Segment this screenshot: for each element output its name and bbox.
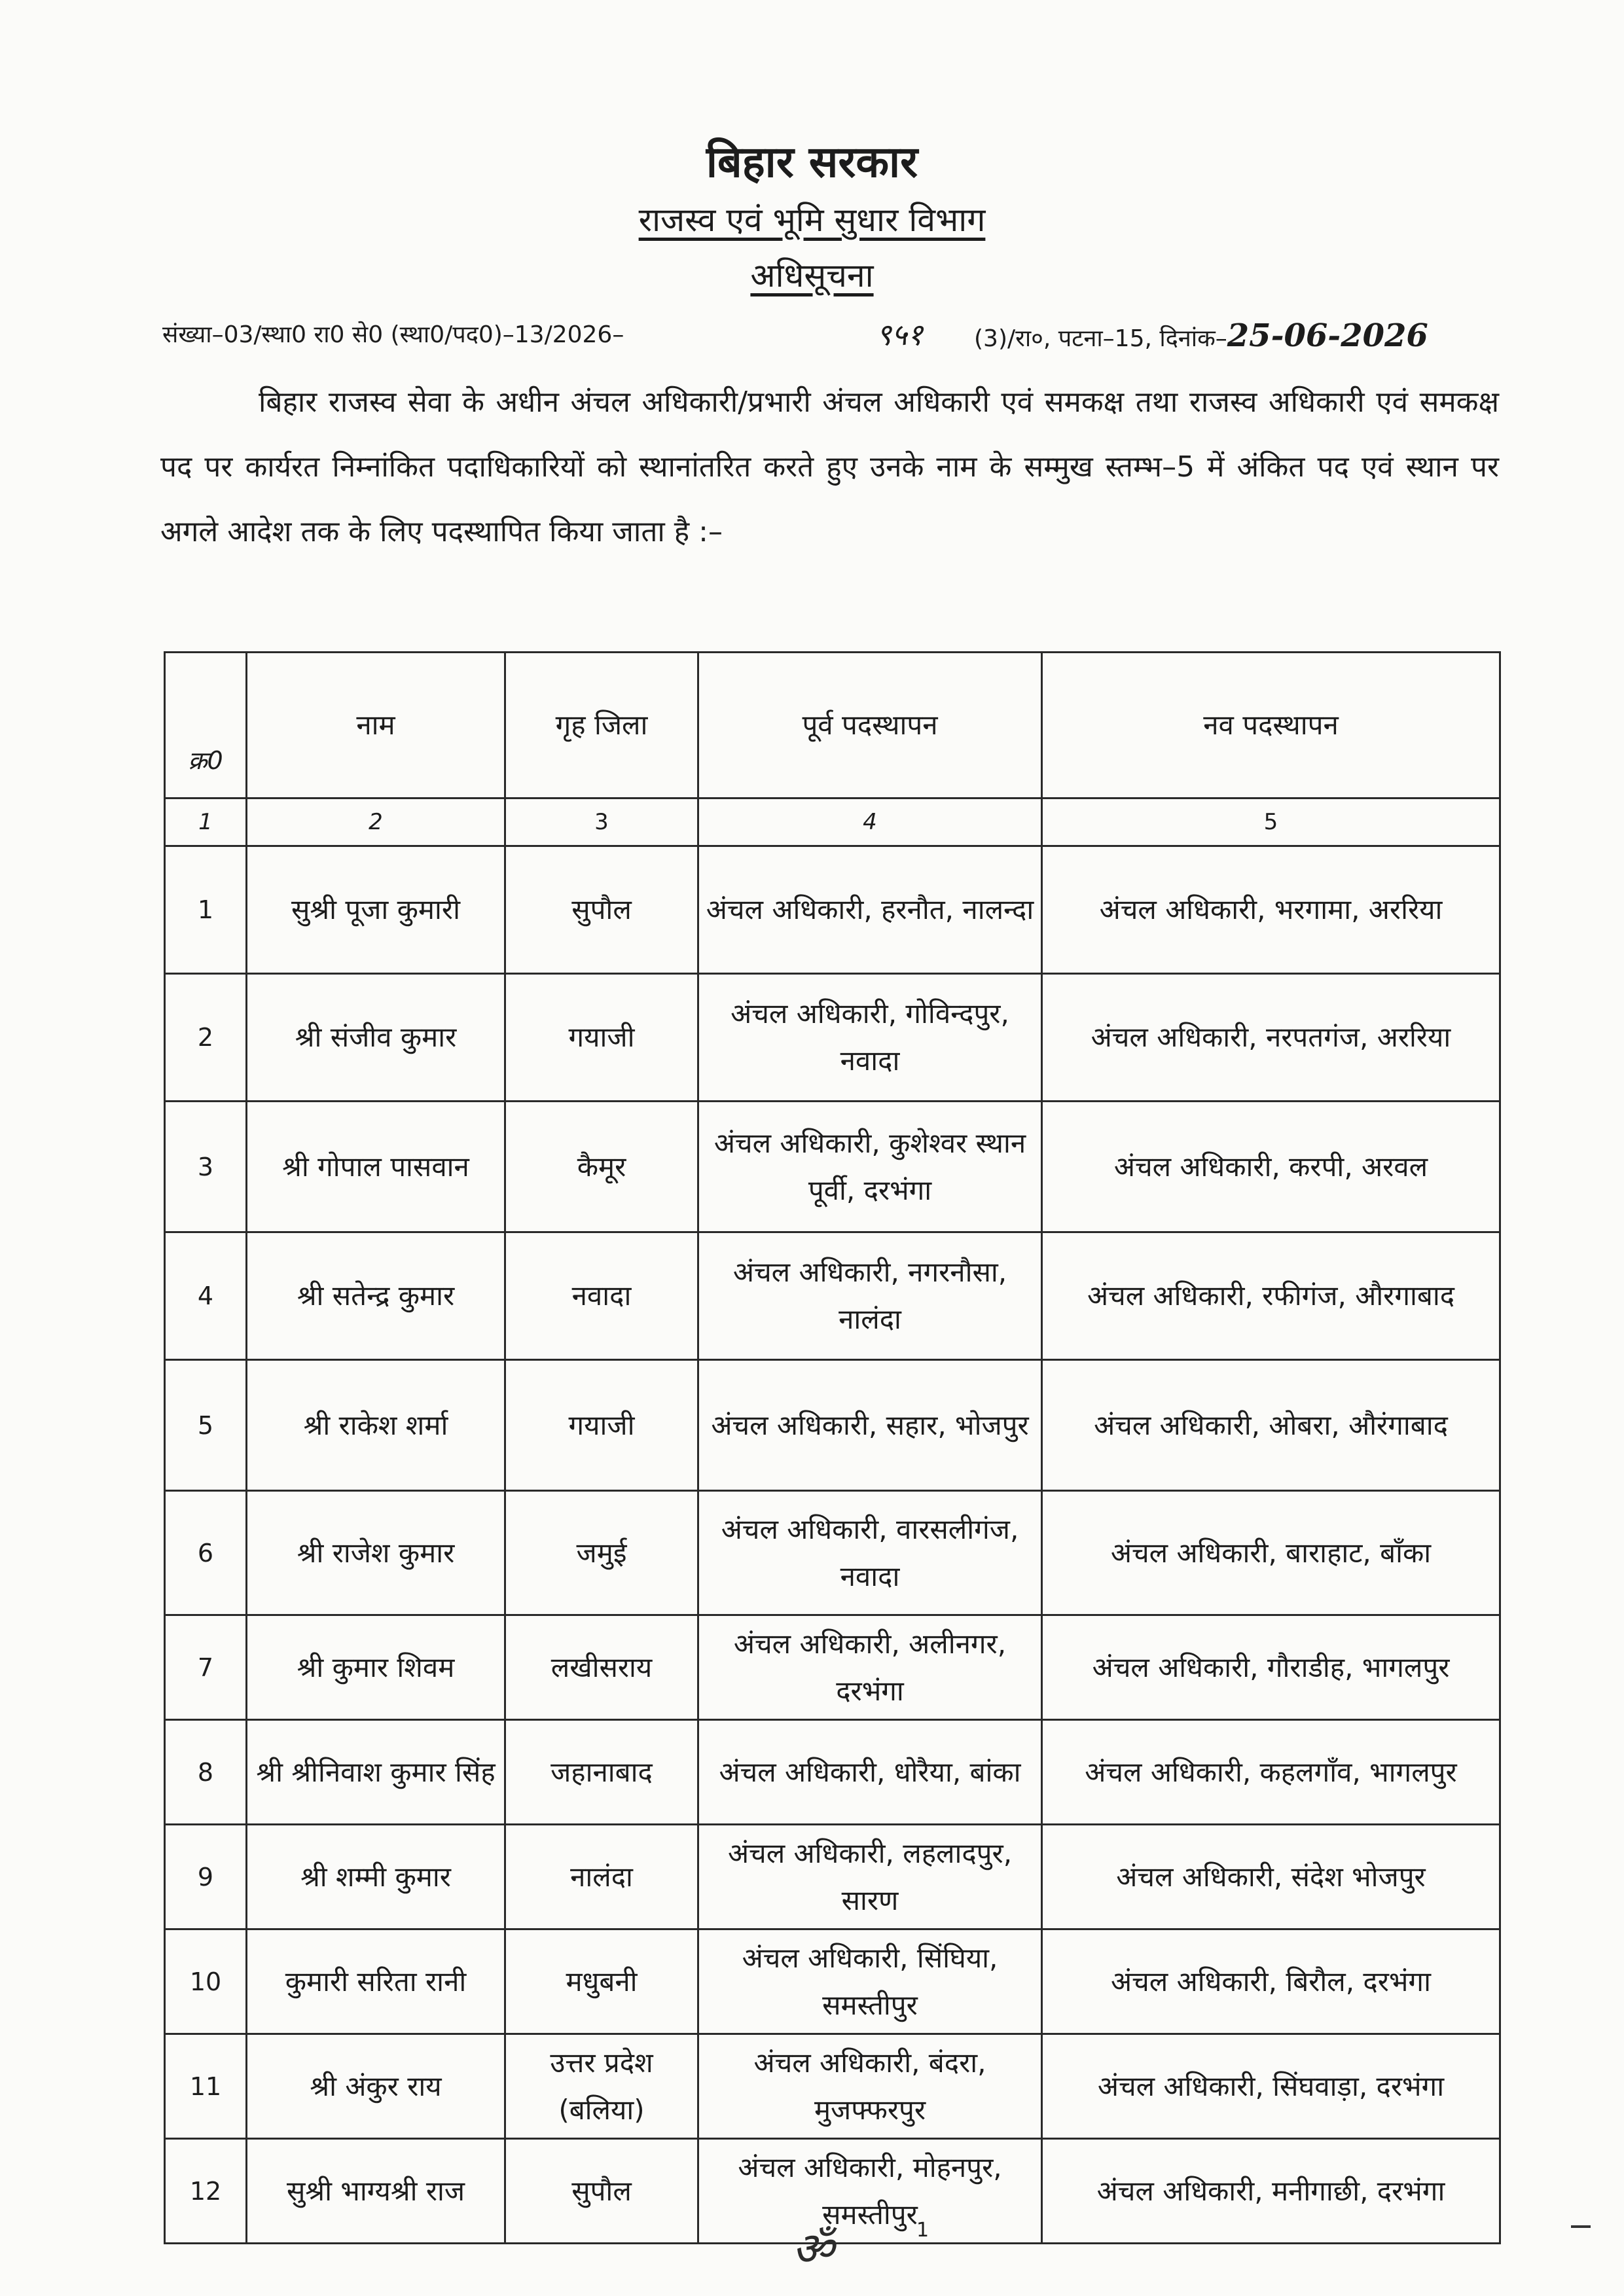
reference-line [162, 317, 1504, 354]
row-new-posting: अंचल अधिकारी, सिंघवाड़ा, दरभंगा [1042, 2034, 1500, 2139]
table-row [165, 974, 1500, 1102]
row-home-district: गयाजी [505, 1360, 698, 1491]
row-serial: 6 [165, 1491, 247, 1615]
row-serial: 10 [165, 1929, 247, 2034]
row-new-posting: अंचल अधिकारी, संदेश भोजपुर [1042, 1825, 1500, 1929]
row-serial: 9 [165, 1825, 247, 1929]
edge-mark [1571, 2225, 1591, 2228]
table-row [165, 2034, 1500, 2139]
row-home-district: सुपौल [505, 2139, 698, 2244]
row-previous-posting: अंचल अधिकारी, गोविन्दपुर, नवादा [698, 974, 1042, 1102]
table-row [165, 1491, 1500, 1615]
table-row [165, 846, 1500, 974]
column-number: 5 [1042, 798, 1500, 846]
notice-type: अधिसूचना [750, 257, 874, 295]
row-previous-posting: अंचल अधिकारी, लहलादपुर, सारण [698, 1825, 1042, 1929]
handwritten-number: ९५१ [876, 317, 923, 352]
column-number: 1 [165, 798, 247, 846]
row-serial: 1 [165, 846, 247, 974]
row-previous-posting: अंचल अधिकारी, अलीनगर, दरभंगा [698, 1615, 1042, 1720]
table-row [165, 1360, 1500, 1491]
row-serial: 2 [165, 974, 247, 1102]
table-row [165, 1232, 1500, 1360]
row-new-posting: अंचल अधिकारी, बाराहाट, बाँका [1042, 1491, 1500, 1615]
department-title: राजस्व एवं भूमि सुधार विभाग [638, 201, 986, 239]
header-name: नाम [247, 653, 505, 798]
row-previous-posting: अंचल अधिकारी, सिंघिया, समस्तीपुर [698, 1929, 1042, 2034]
row-new-posting: अंचल अधिकारी, रफीगंज, औरगाबाद [1042, 1232, 1500, 1360]
row-new-posting: अंचल अधिकारी, करपी, अरवल [1042, 1102, 1500, 1232]
row-name: श्री राकेश शर्मा [247, 1360, 505, 1491]
row-name: श्री शम्मी कुमार [247, 1825, 505, 1929]
row-serial: 11 [165, 2034, 247, 2139]
page-number: 1 [916, 2219, 929, 2242]
row-name: सुश्री भाग्यश्री राज [247, 2139, 505, 2244]
table-header-row [165, 653, 1500, 798]
row-serial: 8 [165, 1720, 247, 1825]
reference-suffix-group [974, 317, 1428, 354]
row-name: सुश्री पूजा कुमारी [247, 846, 505, 974]
row-serial: 12 [165, 2139, 247, 2244]
row-name: श्री राजेश कुमार [247, 1491, 505, 1615]
row-name: श्री संजीव कुमार [247, 974, 505, 1102]
row-new-posting: अंचल अधिकारी, मनीगाछी, दरभंगा [1042, 2139, 1500, 2244]
header-new-posting: नव पदस्थापन [1042, 653, 1500, 798]
row-previous-posting: अंचल अधिकारी, मोहनपुर, समस्तीपुर [698, 2139, 1042, 2244]
table-row [165, 1102, 1500, 1232]
row-serial: 7 [165, 1615, 247, 1720]
row-name: श्री गोपाल पासवान [247, 1102, 505, 1232]
row-new-posting: अंचल अधिकारी, कहलगाँव, भागलपुर [1042, 1720, 1500, 1825]
row-previous-posting: अंचल अधिकारी, हरनौत, नालन्दा [698, 846, 1042, 974]
row-previous-posting: अंचल अधिकारी, सहार, भोजपुर [698, 1360, 1042, 1491]
row-new-posting: अंचल अधिकारी, बिरौल, दरभंगा [1042, 1929, 1500, 2034]
header-serial: क्र0 [165, 653, 247, 798]
table-row [165, 1615, 1500, 1720]
row-name: श्री कुमार शिवम [247, 1615, 505, 1720]
table-row [165, 1720, 1500, 1825]
row-home-district: जमुई [505, 1491, 698, 1615]
row-name: कुमारी सरिता रानी [247, 1929, 505, 2034]
row-home-district: उत्तर प्रदेश (बलिया) [505, 2034, 698, 2139]
row-new-posting: अंचल अधिकारी, ओबरा, औरंगाबाद [1042, 1360, 1500, 1491]
body-paragraph: बिहार राजस्व सेवा के अधीन अंचल अधिकारी/प्रभारी अंचल अधिकारी एवं समकक्ष तथा राजस्व अधिकारी एवं समकक्ष पद पर कार्यरत निम्नांकित पदाधिकारियों को स्थानांतरित करते हुए उनके नाम के सम्मुख स्तम्भ–5 में अंकित पद एवं स्थान पर अगले आदेश तक के लिए पदस्थापित किया जाता है :– [160, 386, 1499, 548]
row-home-district: मधुबनी [505, 1929, 698, 2034]
row-home-district: लखीसराय [505, 1615, 698, 1720]
handwritten-date: 25-06-2026 [1227, 317, 1428, 354]
row-new-posting: अंचल अधिकारी, गौराडीह, भागलपुर [1042, 1615, 1500, 1720]
row-serial: 4 [165, 1232, 247, 1360]
table-row [165, 1825, 1500, 1929]
column-number: 4 [698, 798, 1042, 846]
column-number: 2 [247, 798, 505, 846]
row-new-posting: अंचल अधिकारी, नरपतगंज, अररिया [1042, 974, 1500, 1102]
reference-prefix: संख्या–03/स्था0 रा0 से0 (स्था0/पद0)–13/2026– [162, 321, 624, 348]
row-previous-posting: अंचल अधिकारी, कुशेश्वर स्थान पूर्वी, दरभंगा [698, 1102, 1042, 1232]
row-home-district: कैमूर [505, 1102, 698, 1232]
header-home-district: गृह जिला [505, 653, 698, 798]
row-previous-posting: अंचल अधिकारी, नगरनौसा, नालंदा [698, 1232, 1042, 1360]
table-row [165, 1929, 1500, 2034]
handwritten-initials: ॐ [792, 2222, 834, 2276]
row-previous-posting: अंचल अधिकारी, धोरैया, बांका [698, 1720, 1042, 1825]
column-number-row [165, 798, 1500, 846]
row-serial: 5 [165, 1360, 247, 1491]
row-previous-posting: अंचल अधिकारी, बंदरा, मुजफ्फरपुर [698, 2034, 1042, 2139]
row-home-district: गयाजी [505, 974, 698, 1102]
row-home-district: जहानाबाद [505, 1720, 698, 1825]
header-previous-posting: पूर्व पदस्थापन [698, 653, 1042, 798]
row-serial: 3 [165, 1102, 247, 1232]
row-name: श्री अंकुर राय [247, 2034, 505, 2139]
row-home-district: सुपौल [505, 846, 698, 974]
row-name: श्री श्रीनिवाश कुमार सिंह [247, 1720, 505, 1825]
reference-suffix: (3)/रा०, पटना–15, दिनांक– [974, 325, 1227, 352]
row-home-district: नवादा [505, 1232, 698, 1360]
government-title: बिहार सरकार [706, 137, 918, 187]
row-home-district: नालंदा [505, 1825, 698, 1929]
row-new-posting: अंचल अधिकारी, भरगामा, अररिया [1042, 846, 1500, 974]
column-number: 3 [505, 798, 698, 846]
row-previous-posting: अंचल अधिकारी, वारसलीगंज, नवादा [698, 1491, 1042, 1615]
transfer-table [164, 651, 1501, 2244]
row-name: श्री सतेन्द्र कुमार [247, 1232, 505, 1360]
